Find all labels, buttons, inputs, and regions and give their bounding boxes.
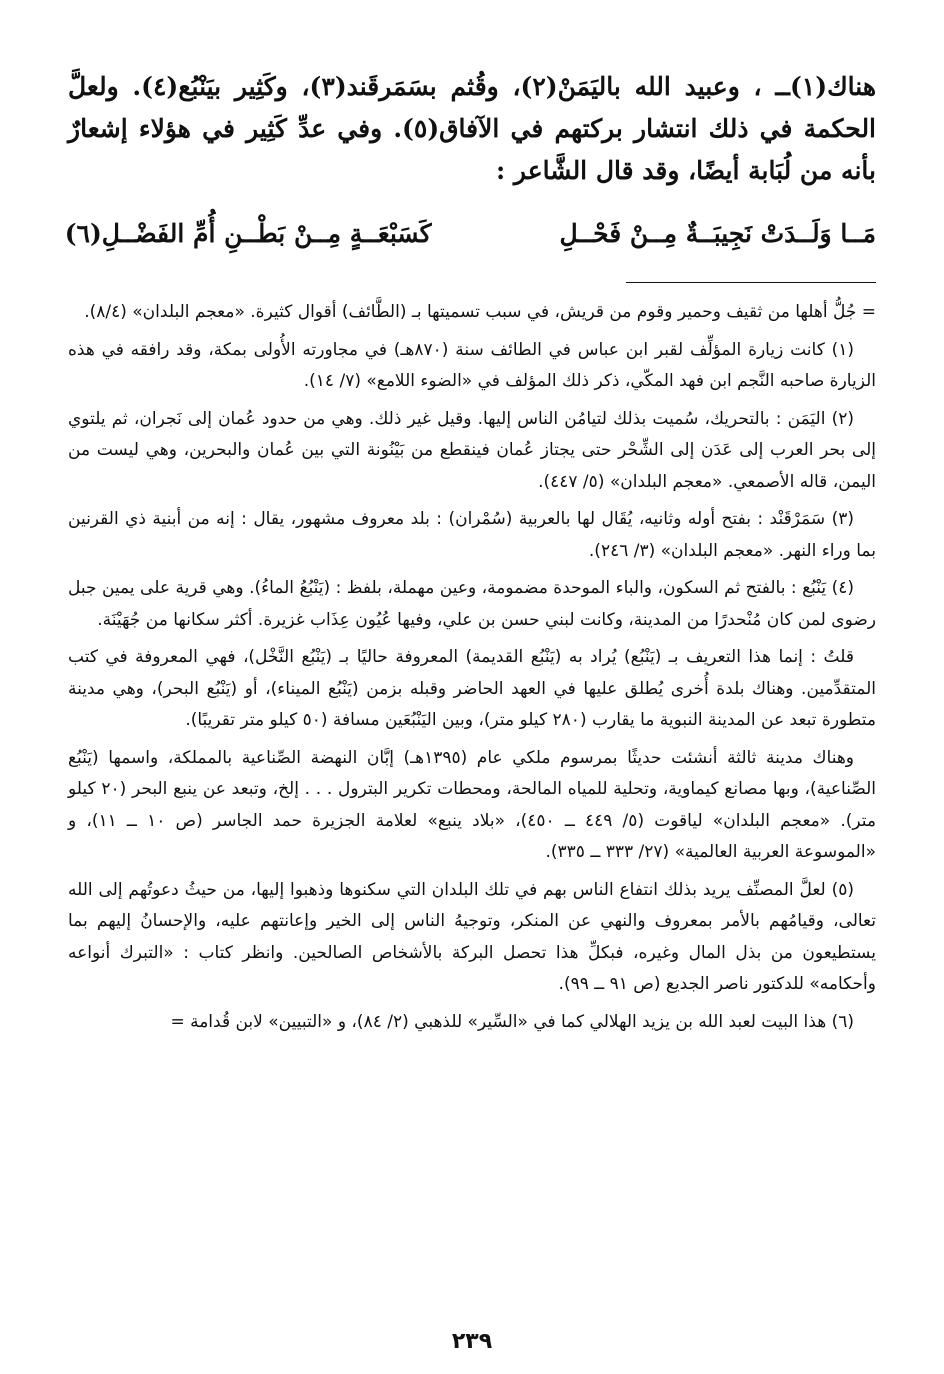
editor-note-2: وهناك مدينة ثالثة أنشئت حديثًا بمرسوم ملكي عام (١٣٩٥هـ) إبَّان النهضة الصِّناعية بالمملكة، واسمها (يَنْبُع الصِّناعية)، وبها مصانع كيماوية، وتحلية للمياه المالحة، ومحطات تكرير البترول . . . إلخ، وتبعد عن ينبع البحر (٢٠ كيلو متر). «معجم البلدان» لياقوت (٥/ ٤٤٩ ــ ٤٥٠)، «بلاد ينبع» لعلامة الجزيرة حمد الجاسر (ص ١٠ ــ ١١)، و «الموسوعة العربية العالمية» (٢٧/ ٣٣٣ ــ ٣٣٥).	[68, 747, 876, 862]
footnote-1: (١) كانت زيارة المؤلِّف لقبر ابن عباس في الطائف سنة (٨٧٠هـ) في مجاورته الأُولى بمكة، وقد رافقه في هذه الزيارة صاحبه النَّجم ابن فهد المكّي، ذكر ذلك المؤلف في «الضوء اللامع» (٧/ ١٤).	[68, 339, 876, 391]
verse-second-hemistich: كَسَبْعَــةٍ مِــنْ بَطْــنِ أُمِّ الفَضْــلِ(٦)	[64, 219, 432, 248]
footnote-3: (٣) سَمَرْقَنْد : بفتح أوله وثانيه، يُقَال لها بالعربية (سُمْران) : بلد معروف مشهور، يقال : إنه من أبنية ذي القرنين بما وراء النهر. «معجم البلدان» (٣/ ٢٤٦).	[68, 509, 876, 561]
footnote-5: (٥) لعلَّ المصنِّف يريد بذلك انتفاع الناس بهم في تلك البلدان التي سكنوها وذهبوا إليها، من حيثُ دعوتُهم إلى الله تعالى، وقيامُهم بالأمر بمعروف والنهي عن المنكر، وتوجيهُ الناس إلى الخير وإعانتهم عليه، والإحسانُ إليهم بما يستطيعون من بذل المال وغيره، فبكلِّ هذا تحصل البركة بالأشخاص الصالحين. وانظر كتاب : «التبرك أنواعه وأحكامه» للدكتور ناصر الجديع (ص ٩١ ــ ٩٩).	[68, 879, 876, 994]
footnote-separator	[626, 282, 876, 283]
footnote-2: (٢) اليَمَن : بالتحريك، سُميت بذلك لتيامُن الناس إليها. وقيل غير ذلك. وهي من حدود عُمان إلى نَجران، ثم يلتوي إلى بحر العرب إلى عَدَن إلى الشِّحْر حتى يجتاز عُمان فينقطع من بَيْنُونة التي بين عُمان والبحرين، وهي ليست من اليمن، قاله الأصمعي. «معجم البلدان» (٥/ ٤٤٧).	[68, 408, 876, 492]
footnotes	[68, 297, 876, 1038]
poetry-verse	[64, 214, 876, 254]
main-text	[68, 66, 876, 192]
footnote-4: (٤) يَنْبُع : بالفتح ثم السكون، والباء الموحدة مضمومة، وعين مهملة، بلفظ : (يَنْبُعُ الماءُ). وهي قرية على يمين جبل رضوى لمن كان مُنْحدرًا من المدينة، وكانت لبني حسن بن علي، وفيها عُيُون عِذَاب غزيرة. أكثر سكانها من جُهَيْنَة.	[68, 578, 876, 630]
document-page	[64, 66, 877, 1356]
verse-first-hemistich: مَــا وَلَــدَتْ نَجِيبَــةٌ مِــنْ فَحْــلِ	[559, 219, 876, 248]
footnote-continuation: = جُلُّ أهلها من ثقيف وحمير وقوم من قريش، في سبب تسميتها بـ (الطَّائف) أقوال كثيرة. «معجم البلدان» (٨/٤).	[84, 302, 876, 322]
footnote-6: (٦) هذا البيت لعبد الله بن يزيد الهلالي كما في «السِّير» للذهبي (٢/ ٨٤)، و «التبيين» لابن قُدامة =	[170, 1011, 854, 1032]
page-number: ٢٣٩	[451, 1329, 493, 1354]
editor-note-1: قلتُ : إنما هذا التعريف بـ (يَنْبُع) يُراد به (يَنْبُع القديمة) المعروفة حاليًا بـ (يَنْبُع النَّخْل)، فهي المعروفة في كتب المتقدِّمين. وهناك بلدة أُخرى يُطلق عليها في العهد الحاضر وقبله بزمن (يَنْبُع الميناء)، أو (يَنْبُع البحر)، وهي مدينة متطورة تبعد عن المدينة النبوية ما يقارب (٢٨٠ كيلو متر)، وبين اليَنْبُعَين مسافة (٥٠ كيلو متر تقريبًا).	[68, 647, 876, 730]
main-paragraph: هناك(١)ــ ، وعبيد الله باليَمَنْ(٢)، وقُثم بسَمَرقَند(٣)، وكَثِير بيَنْبُع(٤). ولعلَّ الحكمة في ذلك انتشار بركتهم في الآفاق(٥). وفي عدِّ كَثِير في هؤلاء إشعارٌ بأنه من لُبَابة أيضًا، وقد قال الشَّاعر :	[68, 72, 877, 185]
